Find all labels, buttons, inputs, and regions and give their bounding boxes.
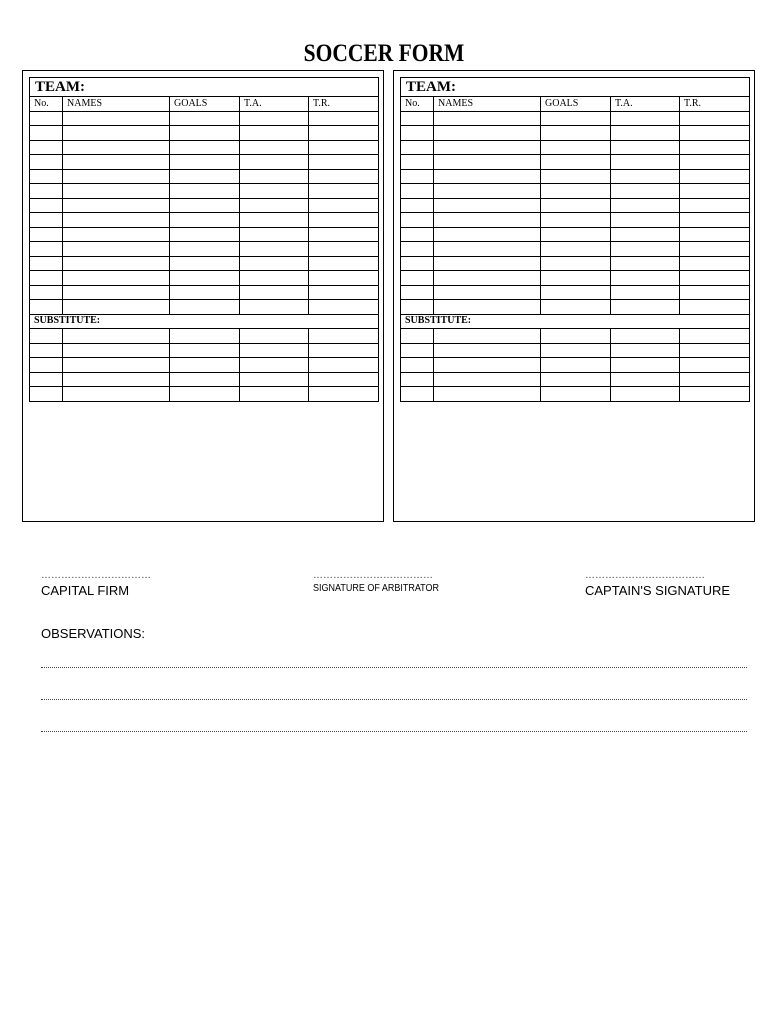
substitute-player-row	[30, 343, 379, 358]
table-cell[interactable]	[170, 256, 240, 271]
table-cell[interactable]	[30, 256, 63, 271]
substitute-player-row	[30, 329, 379, 344]
column-header: T.R.	[680, 97, 750, 112]
table-cell[interactable]	[434, 155, 541, 170]
table-cell[interactable]	[30, 343, 63, 358]
table-cell[interactable]	[401, 387, 434, 402]
table-cell[interactable]	[611, 256, 680, 271]
table-cell[interactable]	[63, 155, 170, 170]
table-cell[interactable]	[309, 285, 379, 300]
table-cell[interactable]	[434, 227, 541, 242]
table-cell[interactable]	[170, 271, 240, 286]
table-cell[interactable]	[611, 343, 680, 358]
player-row	[30, 169, 379, 184]
table-cell[interactable]	[309, 213, 379, 228]
table-cell[interactable]	[63, 285, 170, 300]
table-cell[interactable]	[170, 358, 240, 373]
table-cell[interactable]	[401, 271, 434, 286]
table-cell[interactable]	[611, 285, 680, 300]
table-cell[interactable]	[611, 111, 680, 126]
table-cell[interactable]	[170, 126, 240, 141]
table-cell[interactable]	[611, 126, 680, 141]
table-cell[interactable]	[680, 387, 750, 402]
player-row	[30, 213, 379, 228]
table-cell[interactable]	[240, 372, 309, 387]
table-cell[interactable]	[680, 227, 750, 242]
table-cell[interactable]	[170, 329, 240, 344]
table-cell[interactable]	[30, 358, 63, 373]
player-row	[401, 256, 750, 271]
table-cell[interactable]	[434, 285, 541, 300]
table-cell[interactable]	[63, 329, 170, 344]
table-cell[interactable]	[240, 169, 309, 184]
table-cell[interactable]	[240, 271, 309, 286]
table-cell[interactable]	[541, 155, 611, 170]
column-header: NAMES	[434, 97, 541, 112]
table-cell[interactable]	[401, 198, 434, 213]
table-cell[interactable]	[170, 227, 240, 242]
column-header: NAMES	[63, 97, 170, 112]
table-cell[interactable]	[434, 300, 541, 315]
table-cell[interactable]	[30, 169, 63, 184]
table-cell[interactable]	[170, 169, 240, 184]
column-header: T.R.	[309, 97, 379, 112]
player-row	[401, 242, 750, 257]
table-cell[interactable]	[541, 372, 611, 387]
table-cell[interactable]	[170, 372, 240, 387]
player-row	[30, 198, 379, 213]
table-cell[interactable]	[240, 343, 309, 358]
substitute-row	[401, 314, 750, 329]
table-cell[interactable]	[434, 198, 541, 213]
player-row	[30, 285, 379, 300]
table-cell[interactable]	[611, 227, 680, 242]
table-cell[interactable]	[680, 140, 750, 155]
table-cell[interactable]	[434, 126, 541, 141]
table-cell[interactable]	[240, 126, 309, 141]
table-cell[interactable]	[541, 256, 611, 271]
table-cell[interactable]	[63, 140, 170, 155]
roster-table	[400, 77, 750, 402]
table-cell[interactable]	[611, 140, 680, 155]
team-panel-left	[22, 70, 384, 522]
table-cell[interactable]	[680, 126, 750, 141]
table-cell[interactable]	[401, 256, 434, 271]
table-cell[interactable]	[401, 140, 434, 155]
table-cell[interactable]	[63, 184, 170, 199]
substitute-player-row	[401, 372, 750, 387]
table-cell[interactable]	[30, 184, 63, 199]
table-cell[interactable]	[611, 169, 680, 184]
observation-line[interactable]	[41, 667, 747, 668]
table-cell[interactable]	[611, 198, 680, 213]
table-cell[interactable]	[611, 184, 680, 199]
player-row	[30, 227, 379, 242]
observation-line[interactable]	[41, 699, 747, 700]
table-cell[interactable]	[30, 155, 63, 170]
player-row	[30, 184, 379, 199]
table-cell[interactable]	[63, 213, 170, 228]
column-header: No.	[30, 97, 63, 112]
player-row	[30, 155, 379, 170]
column-header: No.	[401, 97, 434, 112]
table-cell[interactable]	[63, 126, 170, 141]
table-cell[interactable]	[170, 213, 240, 228]
player-row	[401, 140, 750, 155]
table-cell[interactable]	[63, 372, 170, 387]
table-cell[interactable]	[434, 271, 541, 286]
table-cell[interactable]	[240, 227, 309, 242]
table-cell[interactable]	[30, 387, 63, 402]
table-cell[interactable]	[30, 329, 63, 344]
player-row	[30, 256, 379, 271]
table-cell[interactable]	[680, 300, 750, 315]
player-row	[30, 126, 379, 141]
observation-line[interactable]	[41, 731, 747, 732]
table-cell[interactable]	[541, 300, 611, 315]
substitute-player-row	[30, 387, 379, 402]
player-row	[401, 300, 750, 315]
substitute-player-row	[401, 358, 750, 373]
table-cell[interactable]	[611, 213, 680, 228]
table-cell[interactable]	[240, 198, 309, 213]
table-cell[interactable]	[541, 343, 611, 358]
roster-table	[29, 77, 379, 402]
table-cell[interactable]	[63, 343, 170, 358]
table-cell[interactable]	[401, 242, 434, 257]
player-row	[401, 169, 750, 184]
table-cell[interactable]	[309, 169, 379, 184]
table-cell[interactable]	[401, 111, 434, 126]
table-cell[interactable]	[309, 300, 379, 315]
table-cell[interactable]	[680, 111, 750, 126]
player-row	[401, 155, 750, 170]
table-cell[interactable]	[680, 343, 750, 358]
player-row	[401, 184, 750, 199]
table-cell[interactable]	[63, 242, 170, 257]
player-row	[401, 111, 750, 126]
substitute-player-row	[401, 343, 750, 358]
table-cell[interactable]	[170, 155, 240, 170]
player-row	[401, 126, 750, 141]
table-cell[interactable]	[309, 271, 379, 286]
table-cell[interactable]	[30, 140, 63, 155]
table-cell[interactable]	[541, 285, 611, 300]
table-cell[interactable]	[309, 329, 379, 344]
table-cell[interactable]	[680, 256, 750, 271]
table-cell[interactable]	[611, 300, 680, 315]
table-cell[interactable]	[309, 198, 379, 213]
table-cell[interactable]	[30, 126, 63, 141]
table-cell[interactable]	[63, 358, 170, 373]
table-cell[interactable]	[240, 329, 309, 344]
table-cell[interactable]	[240, 184, 309, 199]
player-row	[401, 285, 750, 300]
table-cell[interactable]	[240, 358, 309, 373]
player-row	[401, 213, 750, 228]
table-cell[interactable]	[541, 213, 611, 228]
column-header: GOALS	[541, 97, 611, 112]
table-cell[interactable]	[170, 198, 240, 213]
player-row	[30, 111, 379, 126]
substitute-label: SUBSTITUTE:	[30, 314, 379, 329]
substitute-player-row	[30, 358, 379, 373]
table-cell[interactable]	[63, 256, 170, 271]
table-cell[interactable]	[170, 111, 240, 126]
substitute-player-row	[30, 372, 379, 387]
table-cell[interactable]	[541, 271, 611, 286]
table-cell[interactable]	[240, 213, 309, 228]
table-cell[interactable]	[240, 242, 309, 257]
table-cell[interactable]	[680, 169, 750, 184]
captain-signature-label: CAPTAIN'S SIGNATURE	[585, 583, 731, 598]
table-cell[interactable]	[63, 169, 170, 184]
table-cell[interactable]	[170, 387, 240, 402]
table-cell[interactable]	[434, 372, 541, 387]
table-cell[interactable]	[541, 184, 611, 199]
signature-line-capital: ……………………………	[41, 571, 151, 581]
table-cell[interactable]	[434, 242, 541, 257]
table-cell[interactable]	[401, 155, 434, 170]
player-row	[401, 227, 750, 242]
observations-label: OBSERVATIONS:	[41, 626, 146, 641]
table-cell[interactable]	[63, 300, 170, 315]
table-cell[interactable]	[434, 111, 541, 126]
table-cell[interactable]	[541, 329, 611, 344]
table-cell[interactable]	[680, 155, 750, 170]
table-cell[interactable]	[401, 184, 434, 199]
table-cell[interactable]	[401, 126, 434, 141]
page-title: SOCCER FORM	[303, 40, 465, 67]
table-cell[interactable]	[30, 285, 63, 300]
table-cell[interactable]	[309, 343, 379, 358]
substitute-player-row	[401, 329, 750, 344]
table-cell[interactable]	[434, 256, 541, 271]
table-cell[interactable]	[680, 242, 750, 257]
table-cell[interactable]	[611, 372, 680, 387]
table-cell[interactable]	[401, 169, 434, 184]
table-cell[interactable]	[309, 184, 379, 199]
table-cell[interactable]	[170, 300, 240, 315]
table-cell[interactable]	[30, 111, 63, 126]
table-cell[interactable]	[30, 227, 63, 242]
substitute-row	[30, 314, 379, 329]
table-cell[interactable]	[680, 285, 750, 300]
arbitrator-signature-label: SIGNATURE OF ARBITRATOR	[313, 583, 440, 594]
table-cell[interactable]	[680, 329, 750, 344]
table-cell[interactable]	[401, 227, 434, 242]
table-cell[interactable]	[240, 111, 309, 126]
table-cell[interactable]	[434, 213, 541, 228]
column-header: GOALS	[170, 97, 240, 112]
team-name-row	[401, 78, 750, 97]
table-cell[interactable]	[434, 387, 541, 402]
table-cell[interactable]	[401, 358, 434, 373]
table-cell[interactable]	[309, 387, 379, 402]
table-cell[interactable]	[63, 198, 170, 213]
table-cell[interactable]	[541, 198, 611, 213]
substitute-player-row	[401, 387, 750, 402]
table-cell[interactable]	[541, 358, 611, 373]
table-cell[interactable]	[680, 358, 750, 373]
table-cell[interactable]	[309, 227, 379, 242]
table-cell[interactable]	[63, 227, 170, 242]
column-header: T.A.	[611, 97, 680, 112]
player-row	[30, 271, 379, 286]
table-cell[interactable]	[240, 285, 309, 300]
player-row	[30, 242, 379, 257]
table-cell[interactable]	[680, 372, 750, 387]
table-cell[interactable]	[401, 285, 434, 300]
table-cell[interactable]	[401, 372, 434, 387]
table-cell[interactable]	[309, 140, 379, 155]
table-cell[interactable]	[401, 213, 434, 228]
table-cell[interactable]	[170, 184, 240, 199]
table-cell[interactable]	[434, 140, 541, 155]
table-cell[interactable]	[541, 387, 611, 402]
table-cell[interactable]	[541, 227, 611, 242]
player-row	[401, 271, 750, 286]
table-cell[interactable]	[434, 329, 541, 344]
table-cell[interactable]	[240, 300, 309, 315]
table-cell[interactable]	[541, 242, 611, 257]
table-cell[interactable]	[401, 343, 434, 358]
team-label: TEAM:	[30, 78, 379, 97]
table-cell[interactable]	[309, 155, 379, 170]
table-cell[interactable]	[240, 155, 309, 170]
table-cell[interactable]	[611, 271, 680, 286]
table-cell[interactable]	[611, 387, 680, 402]
table-cell[interactable]	[170, 242, 240, 257]
capital-firm-label: CAPITAL FIRM	[41, 583, 130, 598]
table-cell[interactable]	[680, 271, 750, 286]
table-cell[interactable]	[680, 184, 750, 199]
player-row	[30, 140, 379, 155]
signature-line-arbitrator: ………………………………	[313, 571, 433, 581]
table-cell[interactable]	[30, 213, 63, 228]
table-cell[interactable]	[309, 256, 379, 271]
table-cell[interactable]	[63, 271, 170, 286]
team-name-row	[30, 78, 379, 97]
column-header: T.A.	[240, 97, 309, 112]
table-cell[interactable]	[541, 111, 611, 126]
table-cell[interactable]	[611, 358, 680, 373]
table-cell[interactable]	[170, 285, 240, 300]
table-cell[interactable]	[541, 126, 611, 141]
table-cell[interactable]	[309, 358, 379, 373]
column-header-row	[30, 97, 379, 112]
table-cell[interactable]	[611, 155, 680, 170]
table-cell[interactable]	[541, 169, 611, 184]
table-cell[interactable]	[434, 343, 541, 358]
signature-line-captain: ………………………………	[585, 571, 705, 581]
player-row	[401, 198, 750, 213]
column-header-row	[401, 97, 750, 112]
table-cell[interactable]	[170, 140, 240, 155]
table-cell[interactable]	[240, 387, 309, 402]
table-cell[interactable]	[309, 242, 379, 257]
table-cell[interactable]	[680, 213, 750, 228]
table-cell[interactable]	[240, 256, 309, 271]
table-cell[interactable]	[611, 329, 680, 344]
table-cell[interactable]	[401, 300, 434, 315]
table-cell[interactable]	[63, 387, 170, 402]
table-cell[interactable]	[30, 198, 63, 213]
substitute-label: SUBSTITUTE:	[401, 314, 750, 329]
table-cell[interactable]	[680, 198, 750, 213]
table-cell[interactable]	[434, 358, 541, 373]
table-cell[interactable]	[30, 242, 63, 257]
table-cell[interactable]	[63, 111, 170, 126]
team-label: TEAM:	[401, 78, 750, 97]
table-cell[interactable]	[309, 372, 379, 387]
table-cell[interactable]	[170, 343, 240, 358]
table-cell[interactable]	[434, 184, 541, 199]
table-cell[interactable]	[434, 169, 541, 184]
table-cell[interactable]	[30, 372, 63, 387]
table-cell[interactable]	[30, 300, 63, 315]
table-cell[interactable]	[541, 140, 611, 155]
table-cell[interactable]	[309, 111, 379, 126]
team-panel-right	[393, 70, 755, 522]
table-cell[interactable]	[309, 126, 379, 141]
table-cell[interactable]	[611, 242, 680, 257]
table-cell[interactable]	[240, 140, 309, 155]
table-cell[interactable]	[401, 329, 434, 344]
table-cell[interactable]	[30, 271, 63, 286]
player-row	[30, 300, 379, 315]
